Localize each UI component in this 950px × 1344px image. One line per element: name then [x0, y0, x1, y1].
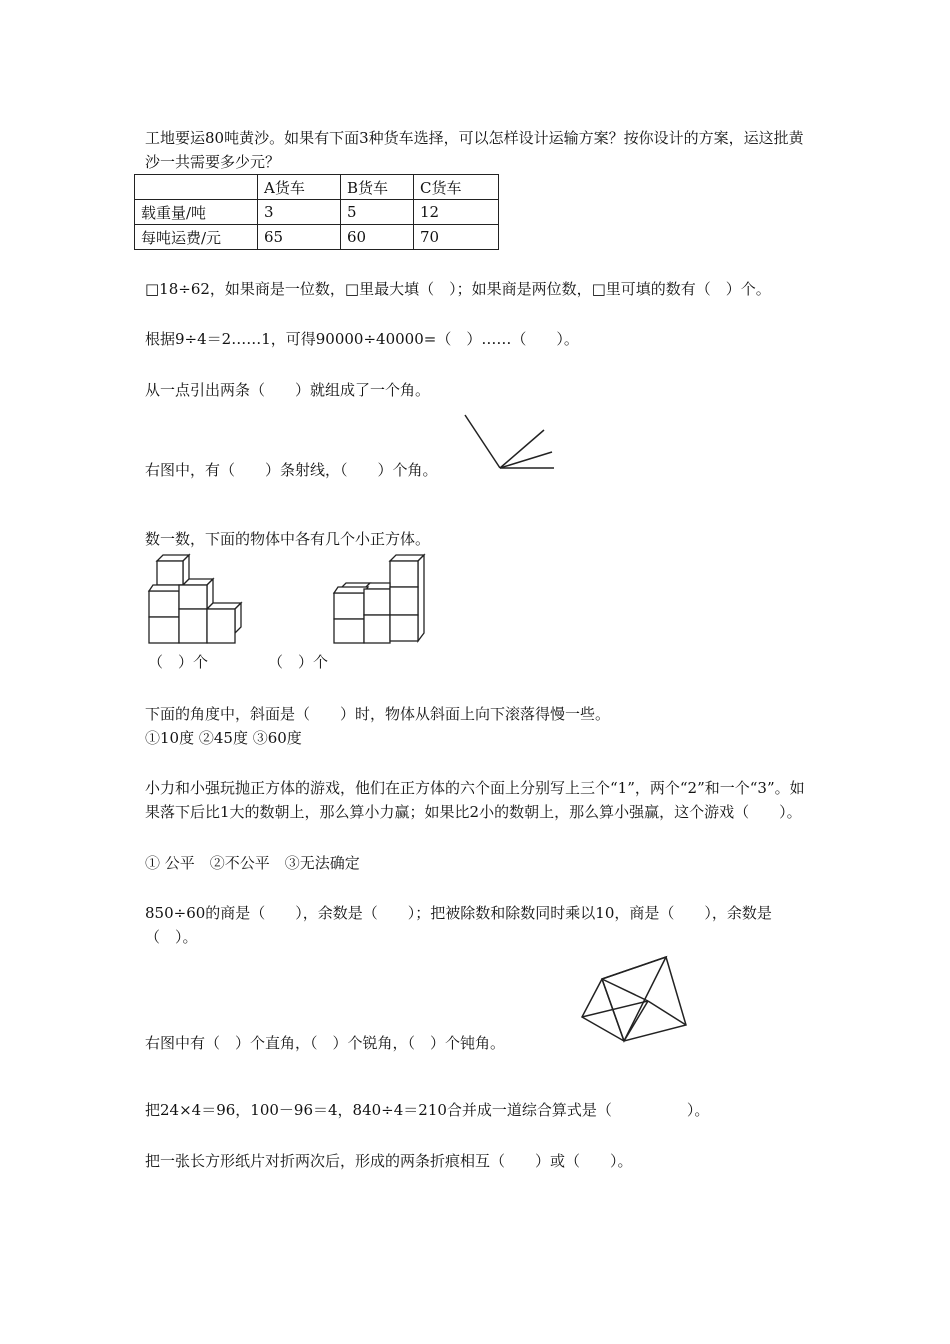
slope-options: ①10度 ②45度 ③60度 [145, 729, 302, 747]
truck-table [134, 174, 499, 250]
table-cell: 3 [258, 200, 341, 225]
table-cell: 60 [341, 225, 414, 250]
cube-answer-right: （ ）个 [268, 653, 329, 671]
question-cube-game: 小力和小强玩抛正方体的游戏，他们在正方体的六个面上分别写上三个“1”，两个“2”和一个“3”。如果落下后比1大的数朝上，那么算小力赢；如果比2小的数朝上，那么算小强赢，这个游戏（ ）。 [145, 779, 805, 821]
triangles-figure [578, 955, 693, 1050]
question-division-blank: □18÷62，如果商是一位数，□里最大填（ ）；如果商是两位数，□里可填的数有（ ）个。 [145, 280, 771, 298]
question-quotient-remainder: 850÷60的商是（ ），余数是（ ）；把被除数和除数同时乘以10，商是（ ），余数是（ ）。 [145, 904, 772, 946]
question-transport-text: 工地要运80吨黄沙。如果有下面3种货车选择，可以怎样设计运输方案？按你设计的方案，运这批黄沙一共需要多少元？ [145, 129, 804, 171]
table-row [135, 225, 499, 250]
table-cell: 65 [258, 225, 341, 250]
outer-outline [582, 957, 686, 1041]
table-header-row [135, 175, 499, 200]
ray-line [465, 415, 500, 468]
table-cell: 12 [414, 200, 499, 225]
table-cell: 70 [414, 225, 499, 250]
question-cube-count: 数一数，下面的物体中各有几个小正方体。 [145, 530, 431, 548]
table-header-cell [135, 175, 258, 200]
table-cell: 每吨运费/元 [135, 225, 258, 250]
question-division-remainder: 根据9÷4＝2……1，可得90000÷40000=（ ）……（ ）。 [145, 330, 579, 348]
question-rays-count: 右图中，有（ ）条射线，（ ）个角。 [145, 461, 438, 479]
cube-stack-left [145, 553, 245, 645]
table-cell: 载重量/吨 [135, 200, 258, 225]
table-header-cell: A货车 [258, 175, 341, 200]
question-angle-definition: 从一点引出两条（ ）就组成了一个角。 [145, 381, 431, 399]
question-slope-angle: 下面的角度中，斜面是（ ）时，物体从斜面上向下滚落得慢一些。 [145, 705, 611, 723]
table-cell: 5 [341, 200, 414, 225]
game-options: ① 公平 ②不公平 ③无法确定 [145, 854, 360, 872]
cube-answer-left: （ ）个 [148, 653, 209, 671]
table-header-cell: B货车 [341, 175, 414, 200]
question-angle-types: 右图中有（ ）个直角，（ ）个锐角，（ ）个钝角。 [145, 1034, 506, 1052]
table-row [135, 200, 499, 225]
question-combined-expression: 把24×4＝96，100－96＝4，840÷4＝210合并成一道综合算式是（ ）。 [145, 1101, 710, 1119]
triangle-outline [602, 957, 666, 1041]
question-paper-fold: 把一张长方形纸片对折两次后，形成的两条折痕相互（ ）或（ ）。 [145, 1152, 633, 1170]
ray-line [500, 430, 544, 468]
ray-line [500, 452, 552, 468]
cube-stack-right [330, 553, 430, 645]
rays-figure [460, 410, 560, 475]
table-header-cell: C货车 [414, 175, 499, 200]
